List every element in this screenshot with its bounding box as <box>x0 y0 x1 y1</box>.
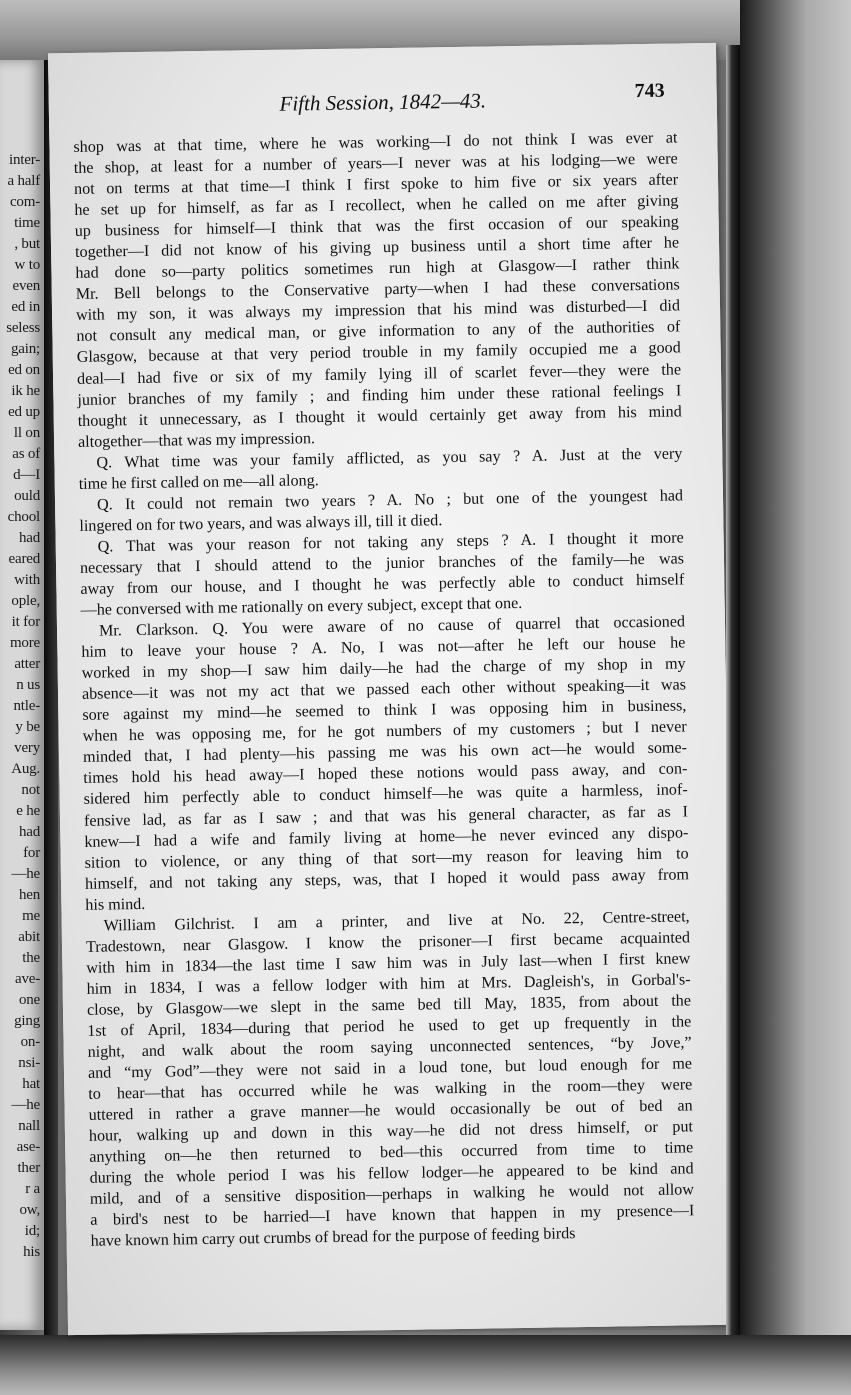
facing-page-fragment: w to <box>14 257 40 273</box>
text-line: night, and walk about the room saying unconnected sentences, “by Jove,” <box>87 1034 692 1061</box>
text-line: the shop, at least for a number of years—I never was at his lodging—we were <box>73 150 678 177</box>
facing-page-fragment: abit <box>18 929 40 945</box>
facing-page-fragment: com- <box>9 194 40 210</box>
facing-page-fragment: d—I <box>13 467 40 483</box>
text-line: sidered him perfectly able to conduct himself—he was quite a harmless, inof- <box>83 781 688 809</box>
facing-page-fragment: his <box>23 1244 40 1260</box>
text-line: himself, and not taking any steps, was, that I hoped it would pass away from <box>84 866 690 893</box>
text-line: a bird's nest to be harried—I have known that happen in my presence—I <box>90 1202 695 1230</box>
text-line: thought it unnecessary, as I thought it would certainly get away from his mind <box>77 403 682 430</box>
facing-page-fragment: ll on <box>13 425 40 441</box>
facing-page-fragment: hen <box>18 887 40 903</box>
text-line: during the whole period I was his fellow lodger—he appeared to be kind and <box>89 1160 694 1188</box>
paragraph <box>81 611 690 915</box>
facing-page-fragment: the <box>22 950 40 966</box>
facing-page-fragment: eared <box>8 551 40 567</box>
text-line: have known him carry out crumbs of bread for the purpose of feeding birds <box>90 1225 576 1251</box>
text-line: together—I did not know of his giving up business until a short time after he <box>74 234 680 262</box>
text-line: knew—I had a wife and family living at home—he never evinced any dispo- <box>84 823 689 851</box>
facing-page-fragment: y be <box>15 719 40 735</box>
facing-page-fragment: it for <box>11 614 40 630</box>
text-line: time he first called on me—all along. <box>78 471 319 493</box>
text-line: uttered in rather a grave manner—he would occasionally be out of bed an <box>88 1097 693 1124</box>
text-line: fensive lad, as far as I saw ; and that was his general character, as far as I <box>83 802 689 830</box>
facing-page-fragment: r a <box>25 1181 40 1197</box>
facing-page-fragment: —he <box>11 866 40 882</box>
scan-bottom-margin <box>0 1335 851 1395</box>
facing-page-fragment: e he <box>16 803 40 819</box>
facing-page-fragment: id; <box>24 1223 40 1239</box>
text-line: Q. It could not remain two years ? A. No ; but one of the youngest had <box>96 487 684 514</box>
paragraph <box>73 127 682 452</box>
facing-page-fragment: more <box>9 635 40 651</box>
facing-page-fragment: not <box>21 782 40 798</box>
text-line: deal—I had five or six of my family lying ill of scarlet fever—they were the <box>76 360 682 388</box>
facing-page-fragment: one <box>18 992 40 1008</box>
book-page <box>48 43 736 1335</box>
facing-page-fragment: ow, <box>19 1202 40 1218</box>
facing-page-fragment: a half <box>7 173 40 189</box>
facing-page-fragment: ople, <box>11 593 40 609</box>
text-line: him to leave your house ? A. No, I was not—after he left our house he <box>81 634 686 661</box>
page-block-edge <box>726 45 740 1335</box>
facing-page-fragment: —he <box>11 1097 40 1113</box>
page-number: 743 <box>634 79 665 103</box>
scan-right-margin <box>740 0 851 1395</box>
facing-page-fragment: on- <box>20 1034 40 1050</box>
facing-page-fragment: ave- <box>14 971 40 987</box>
facing-page-fragment: hat <box>22 1076 40 1092</box>
text-line: Mr. Bell belongs to the Conservative party—when I had these conversations <box>75 276 680 304</box>
running-head: Fifth Session, 1842—43. <box>279 88 487 116</box>
text-line: hour, walking up and down in this way—he did not dress himself, or put <box>88 1118 694 1146</box>
text-line: Q. What time was your family afflicted, as you say ? A. Just at the very <box>96 445 683 472</box>
text-line: close, by Glasgow—we slept in the same bed till May, 1835, from about the <box>86 992 692 1019</box>
text-line: 1st of April, 1834—during that period he used to get up frequently in the <box>87 1013 692 1040</box>
text-line: with him in 1834—the last time I saw him was in July last—when I first knew <box>86 950 691 977</box>
facing-page-fragment: , but <box>14 236 40 252</box>
text-line: worked in my shop—I saw him daily—he had the charge of my shop in my <box>81 655 686 683</box>
facing-page-fragment: Aug. <box>11 761 40 777</box>
text-line: up business for himself—I think that was the first occasion of our speaking <box>74 213 679 241</box>
facing-page-fragment: ed up <box>8 404 40 420</box>
facing-page-fragment: gain; <box>11 341 40 357</box>
text-line: shop was at that time, where he was working—I do not think I was ever at <box>73 129 678 156</box>
text-line: junior branches of my family ; and finding him under these rational feelings I <box>77 381 682 409</box>
facing-page-fragment: even <box>12 278 40 294</box>
facing-page-fragment: as of <box>12 446 40 462</box>
facing-page-fragment: had <box>18 530 40 546</box>
facing-page-fragment: chool <box>7 509 40 525</box>
text-line: not on terms at that time—I think I first spoke to him five or six years after <box>73 171 679 199</box>
text-line: lingered on for two years, and was always ill, till it died. <box>79 512 443 535</box>
facing-page-fragment: ed in <box>11 299 40 315</box>
text-line: Q. That was your reason for not taking any steps ? A. I thought it more <box>97 529 684 556</box>
text-line: him in 1834, I was a fellow lodger with him at Mrs. Dagleish's, in Gorbal's- <box>86 971 691 998</box>
facing-page-fragment: ik he <box>11 383 40 399</box>
paragraph <box>86 906 695 1252</box>
text-line: minded that, I had plenty—his passing me was his own act—he would some- <box>82 739 688 767</box>
facing-page-fragment: ould <box>14 488 40 504</box>
facing-page-fragment: ging <box>14 1013 40 1029</box>
facing-page-fragment: ther <box>17 1160 40 1176</box>
page-body-text <box>73 127 694 1252</box>
text-line: sition to violence, or any thing of that sort—my reason for leaving him to <box>84 844 689 872</box>
text-line: away from our house, and I thought he was perfectly able to conduct himself <box>80 571 685 598</box>
facing-page-fragment: seless <box>6 320 40 336</box>
text-line: to hear—that has occurred while he was walking in the room—they were <box>88 1076 693 1103</box>
text-line: when he was opposing me, for he got numbers of my customers ; but I never <box>82 718 687 746</box>
text-line: William Gilchrist. I am a printer, and live at No. 22, Centre-street, <box>103 908 690 935</box>
text-line: Tradestown, near Glasgow. I know the prisoner—I first became acquainted <box>85 929 691 956</box>
facing-page-fragment: ed on <box>8 362 40 378</box>
facing-page-fragment: had <box>18 824 40 840</box>
text-line: —he conversed with me rationally on every subject, except that one. <box>80 594 523 619</box>
text-line: necessary that I should attend to the junior branches of the family—he was <box>79 550 685 577</box>
text-line: altogether—that was my impression. <box>77 429 316 451</box>
facing-page-fragment: n us <box>16 677 40 693</box>
facing-page-fragment: inter- <box>9 152 40 168</box>
facing-page-fragment: nsi- <box>18 1055 40 1071</box>
text-line: his mind. <box>85 895 146 914</box>
facing-page-fragment: ntle- <box>13 698 40 714</box>
text-line: not consult any medical man, or give information to any of the authorities of <box>76 318 681 346</box>
text-line: Glasgow, because at that very period trouble in my family occupied me a good <box>76 339 681 367</box>
paragraph <box>80 527 685 621</box>
facing-page-fragment: nall <box>18 1118 40 1134</box>
text-line: had done so—party politics sometimes run high at Glasgow—I rather think <box>75 255 680 283</box>
facing-page-fragment: with <box>14 572 40 588</box>
text-line: mild, and of a sensitive disposition—perhaps in walking he would not allow <box>89 1181 695 1209</box>
facing-page-fragment: very <box>14 740 40 756</box>
text-line: and “my God”—they were not said in a loud tone, but loud enough for me <box>87 1055 693 1082</box>
text-line: times hold his head away—I hoped these notions would pass away, and con- <box>83 760 688 788</box>
text-line: anything on—he then returned to bed—this occurred from time to time <box>89 1139 694 1167</box>
text-line: with my son, it was always my impression that his mind was disturbed—I did <box>75 297 681 325</box>
facing-page-fragment: me <box>22 908 40 924</box>
text-line: absence—it was not my act that we passed each other without speaking—it was <box>81 676 687 704</box>
facing-page-edge <box>0 60 47 1330</box>
text-line: sore against my mind—he seemed to think I was opposing him in business, <box>82 697 687 725</box>
facing-page-fragment: atter <box>14 656 40 672</box>
facing-page-fragment: for <box>23 845 40 861</box>
facing-page-fragment: ase- <box>16 1139 40 1155</box>
text-line: Mr. Clarkson. Q. You were aware of no cause of quarrel that occasioned <box>98 613 686 640</box>
facing-page-fragment: time <box>14 215 40 231</box>
text-line: he set up for himself, as far as I recollect, when he called on me after giving <box>74 192 679 220</box>
